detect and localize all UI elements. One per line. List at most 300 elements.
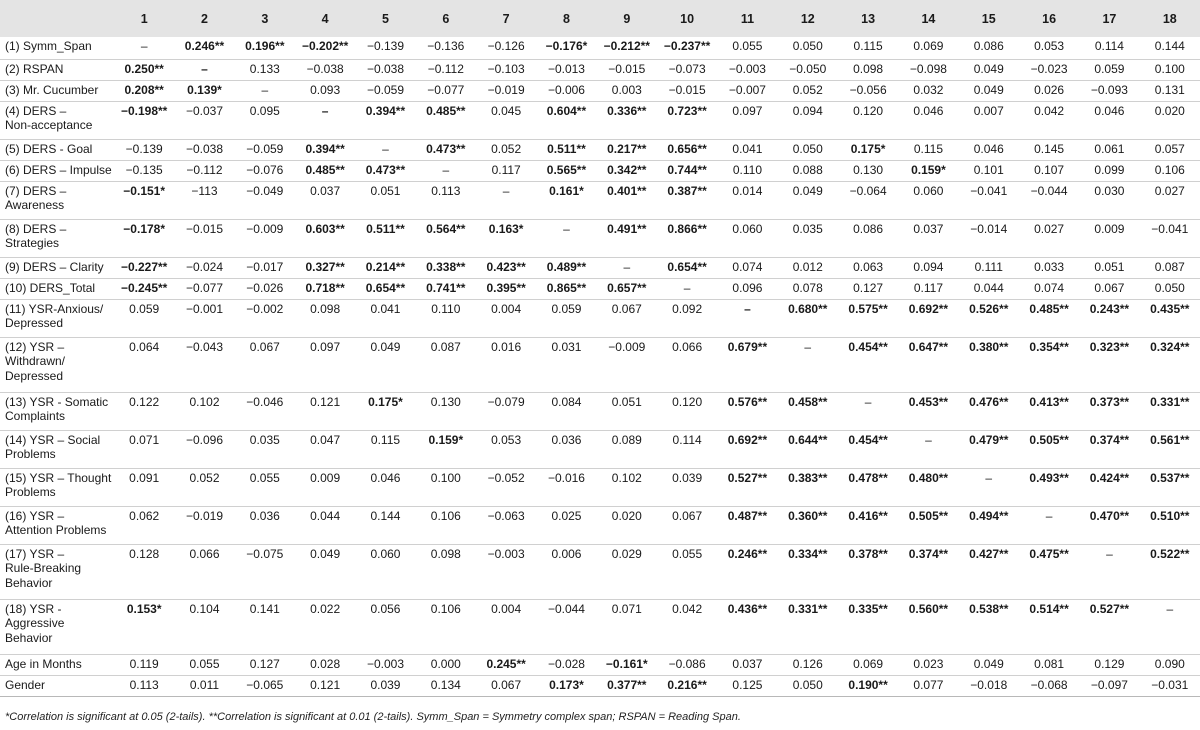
correlation-cell [597,59,657,80]
correlation-cell [114,468,174,506]
correlation-value: −0.096 [185,432,224,447]
correlation-cell [1140,80,1200,101]
correlation-cell [1079,59,1139,80]
correlation-value: 0.424** [1089,470,1130,485]
correlation-cell [235,506,295,544]
correlation-cell [476,139,536,160]
row-label-line: Withdrawn/ [5,354,66,368]
correlation-cell [476,59,536,80]
correlation-value: – [864,394,872,409]
correlation-cell [838,506,898,544]
correlation-value: −0.077 [427,82,465,97]
correlation-cell [416,392,476,430]
correlation-cell [778,468,838,506]
correlation-cell [959,219,1019,257]
correlation-value: −0.024 [185,259,224,274]
correlation-cell [536,468,596,506]
row-label [0,37,114,59]
correlation-value: 0.059 [1094,61,1125,76]
correlation-cell [476,181,536,219]
correlation-value: 0.114 [672,432,702,447]
correlation-cell [355,337,415,392]
correlation-cell [898,181,958,219]
correlation-value: 0.216** [667,677,707,692]
correlation-value: 0.458** [788,394,828,409]
correlation-value: 0.487** [727,508,768,523]
correlation-cell [898,392,958,430]
correlation-cell [959,654,1019,675]
correlation-value: 0.049 [973,61,1004,76]
correlation-value: 0.095 [249,103,280,118]
correlation-value: −0.245** [120,280,168,295]
correlation-value: −0.002 [246,301,284,316]
correlation-cell [235,139,295,160]
correlation-value: −0.016 [547,470,585,485]
correlation-value: 0.084 [551,394,582,409]
correlation-value: 0.030 [1094,183,1125,198]
correlation-value: 0.505** [908,508,949,523]
column-header: 6 [416,0,476,37]
correlation-value: 0.491** [607,221,647,236]
correlation-cell [1079,278,1139,299]
correlation-cell [295,37,355,59]
correlation-cell [597,468,657,506]
correlation-cell [174,219,234,257]
correlation-value: 0.374** [908,546,949,561]
correlation-value: – [563,221,570,236]
correlation-cell [355,257,415,278]
correlation-value: 0.032 [913,82,944,97]
correlation-cell [717,37,777,59]
correlation-cell [355,468,415,506]
correlation-value: −0.198** [120,103,168,118]
correlation-cell [355,139,415,160]
correlation-cell [1079,337,1139,392]
correlation-value: – [321,103,329,118]
correlation-cell [717,675,777,696]
correlation-value: 0.214** [365,259,406,274]
correlation-value: −0.161* [605,656,648,671]
correlation-cell [235,392,295,430]
table-row [0,59,1200,80]
correlation-cell [355,544,415,599]
correlation-value: −0.176* [545,39,588,53]
correlation-value: 0.115 [913,141,943,156]
correlation-value: – [1166,601,1174,616]
correlation-value: – [985,470,993,485]
correlation-value: 0.037 [310,183,341,198]
correlation-value: 0.378** [848,546,888,561]
correlation-value: 0.131 [1154,82,1185,97]
correlation-value: 0.074 [1034,280,1065,295]
correlation-value: 0.134 [430,677,461,692]
correlation-cell [959,299,1019,337]
correlation-value: −0.038 [185,141,224,156]
correlation-cell [235,299,295,337]
correlation-cell [416,599,476,654]
table-row [0,468,1200,506]
row-label-line: (17) YSR – [5,546,65,561]
correlation-cell [416,181,476,219]
correlation-value: 0.049 [792,183,823,198]
correlation-cell [1079,80,1139,101]
correlation-value: −0.077 [185,280,224,295]
column-header: 5 [355,0,415,37]
correlation-cell [114,654,174,675]
correlation-value: 0.036 [551,432,582,447]
correlation-value: 0.037 [913,221,944,236]
correlation-cell [355,278,415,299]
correlation-value: −0.013 [547,61,585,76]
correlation-cell [838,139,898,160]
column-header: 2 [174,0,234,37]
correlation-cell [657,392,717,430]
row-label-line: (9) DERS – Clarity [5,259,104,274]
correlation-value: −0.059 [366,82,404,97]
correlation-cell [174,599,234,654]
correlation-cell [717,59,777,80]
correlation-value: −0.014 [970,221,1008,236]
correlation-cell [597,257,657,278]
correlation-cell [114,599,174,654]
row-label [0,299,114,337]
row-label [0,654,114,675]
correlation-value: 0.051 [611,394,642,409]
correlation-cell [778,430,838,468]
correlation-value: 0.063 [853,259,884,274]
correlation-cell [416,337,476,392]
table-row [0,139,1200,160]
correlation-cell [235,257,295,278]
correlation-cell [1019,278,1079,299]
correlation-value: – [261,82,269,97]
correlation-value: 0.416** [848,508,888,523]
correlation-cell [476,506,536,544]
correlation-value: 0.121 [310,394,341,409]
correlation-cell [355,299,415,337]
correlation-cell [959,160,1019,181]
correlation-value: 0.092 [672,301,703,316]
table-row [0,80,1200,101]
correlation-value: 0.107 [1034,162,1065,177]
correlation-value: −0.136 [427,39,465,53]
correlation-cell [778,37,838,59]
correlation-value: 0.331** [788,601,828,616]
correlation-cell [597,160,657,181]
correlation-cell [235,544,295,599]
correlation-cell [838,675,898,696]
correlation-cell [476,257,536,278]
correlation-cell [355,160,415,181]
correlation-cell [295,160,355,181]
column-header: 8 [536,0,596,37]
row-label-line: (2) RSPAN [5,61,64,76]
row-label-line: Aggressive [5,616,65,630]
correlation-cell [416,219,476,257]
correlation-cell [597,37,657,59]
correlation-value: 0.478** [848,470,888,485]
correlation-value: 0.130 [853,162,884,177]
correlation-cell [717,160,777,181]
correlation-cell [1079,160,1139,181]
correlation-value: 0.055 [189,656,220,671]
correlation-value: 0.128 [129,546,160,561]
correlation-value: 0.041 [370,301,401,316]
correlation-value: 0.354** [1029,339,1069,354]
correlation-cell [536,337,596,392]
correlation-value: 0.023 [913,656,944,671]
correlation-cell [838,468,898,506]
table-row [0,278,1200,299]
correlation-value: 0.089 [611,432,642,447]
header-row [0,0,1200,37]
correlation-cell [235,430,295,468]
table-row [0,299,1200,337]
correlation-cell [536,160,596,181]
correlation-cell [536,392,596,430]
correlation-cell [536,278,596,299]
correlation-value: 0.110 [732,162,763,177]
correlation-cell [657,654,717,675]
row-label-line: (6) DERS – Impulse [5,162,112,177]
correlation-cell [1079,544,1139,599]
row-label-line: (4) DERS – [5,103,67,118]
correlation-value: −0.017 [246,259,284,274]
correlation-value: −0.068 [1030,677,1068,692]
correlation-value: 0.009 [310,470,341,485]
correlation-cell [1140,599,1200,654]
correlation-value: – [623,259,631,274]
correlation-cell [1019,37,1079,59]
row-label-line: Attention Problems [5,523,107,537]
correlation-value: 0.485** [305,162,345,177]
correlation-cell [1079,219,1139,257]
correlation-cell [898,337,958,392]
correlation-cell [114,139,174,160]
correlation-cell [838,392,898,430]
correlation-value: – [382,141,389,156]
correlation-value: 0.511** [366,221,405,236]
correlation-value: 0.575** [848,301,888,316]
correlation-cell [717,599,777,654]
correlation-cell [355,675,415,696]
correlation-value: 0.049 [310,546,341,561]
correlation-value: 0.338** [426,259,466,274]
correlation-value: 0.098 [430,546,461,561]
correlation-value: 0.679** [727,339,768,354]
correlation-value: 0.053 [1034,39,1065,53]
row-label-line: (11) YSR-Anxious/ [5,301,104,316]
correlation-value: −0.065 [246,677,284,692]
correlation-cell [1019,337,1079,392]
correlation-cell [717,219,777,257]
correlation-cell [778,160,838,181]
correlation-value: 0.045 [491,103,522,118]
correlation-value: 0.527** [727,470,768,485]
correlation-cell [657,430,717,468]
row-label [0,181,114,219]
correlation-cell [657,599,717,654]
correlation-value: 0.117 [491,162,521,177]
row-label-line: (16) YSR – [5,508,65,523]
correlation-cell [174,59,234,80]
correlation-cell [416,101,476,139]
correlation-value: −0.009 [246,221,284,236]
correlation-value: 0.037 [732,656,763,671]
correlation-value: 0.071 [129,432,160,447]
correlation-cell [476,160,536,181]
correlation-value: −0.097 [1090,677,1128,692]
correlation-cell [536,675,596,696]
correlation-cell [476,468,536,506]
correlation-value: −0.019 [487,82,525,97]
correlation-cell [476,278,536,299]
row-label [0,468,114,506]
correlation-cell [1019,59,1079,80]
correlation-value: 0.039 [672,470,703,485]
correlation-value: 0.067 [672,508,703,523]
correlation-cell [114,37,174,59]
correlation-cell [295,80,355,101]
correlation-value: −0.063 [487,508,525,523]
correlation-cell [898,299,958,337]
correlation-cell [778,219,838,257]
column-header: 17 [1079,0,1139,37]
correlation-value: 0.395** [486,280,526,295]
correlation-cell [597,654,657,675]
correlation-value: 0.243** [1089,301,1130,316]
correlation-cell [959,80,1019,101]
correlation-cell [1079,430,1139,468]
correlation-cell [295,59,355,80]
correlation-value: 0.647** [908,339,949,354]
correlation-value: −0.044 [547,601,585,616]
correlation-cell [959,139,1019,160]
correlation-cell [1079,181,1139,219]
correlation-cell [295,257,355,278]
correlation-value: 0.485** [426,103,466,118]
row-label-line: Behavior [5,575,53,590]
row-label-line: (8) DERS – [5,221,67,236]
correlation-value: 0.373** [1089,394,1130,409]
correlation-value: 0.044 [973,280,1004,295]
correlation-value: −0.050 [789,61,827,76]
correlation-cell [416,506,476,544]
correlation-cell [838,257,898,278]
correlation-value: 0.208** [124,82,164,97]
correlation-cell [416,80,476,101]
correlation-value: −0.056 [849,82,887,97]
correlation-cell [114,675,174,696]
correlation-value: – [442,162,450,177]
correlation-value: – [140,39,148,53]
correlation-cell [717,468,777,506]
table-row [0,506,1200,544]
correlation-value: 0.744** [667,162,707,177]
correlation-value: −0.037 [185,103,224,118]
correlation-cell [235,278,295,299]
correlation-value: 0.098 [853,61,884,76]
correlation-value: 0.122 [129,394,160,409]
correlation-cell [174,37,234,59]
correlation-cell [416,59,476,80]
correlation-cell [597,278,657,299]
correlation-cell [174,181,234,219]
correlation-cell [959,37,1019,59]
correlation-cell [898,139,958,160]
correlation-cell [778,654,838,675]
correlation-cell [235,101,295,139]
correlation-cell [959,257,1019,278]
correlation-cell [898,160,958,181]
column-header: 18 [1140,0,1200,37]
correlation-cell [235,160,295,181]
correlation-value: 0.493** [1029,470,1069,485]
correlation-value: −0.052 [487,470,525,485]
correlation-value: 0.175* [368,394,403,409]
table-row [0,219,1200,257]
row-label [0,430,114,468]
correlation-cell [959,468,1019,506]
correlation-value: 0.046 [913,103,944,118]
correlation-cell [838,59,898,80]
correlation-value: 0.741** [426,280,466,295]
correlation-value: 0.074 [732,259,763,274]
row-label-line: Complaints [5,409,66,423]
correlation-value: 0.020 [611,508,642,523]
correlation-value: 0.026 [1034,82,1065,97]
correlation-cell [174,468,234,506]
correlation-cell [355,219,415,257]
correlation-cell [657,139,717,160]
correlation-cell [778,599,838,654]
correlation-cell [657,37,717,59]
correlation-value: 0.159* [428,432,464,447]
correlation-value: −0.003 [728,61,766,76]
correlation-cell [476,675,536,696]
correlation-cell [778,675,838,696]
row-label-line: Problems [5,447,56,461]
correlation-cell [1140,392,1200,430]
column-header: 10 [657,0,717,37]
correlation-value: −0.028 [547,656,585,671]
correlation-value: 0.028 [310,656,341,671]
correlation-cell [295,675,355,696]
correlation-cell [838,160,898,181]
correlation-cell [355,654,415,675]
correlation-cell [1019,675,1079,696]
correlation-cell [1079,506,1139,544]
correlation-value: 0.126 [792,656,823,671]
correlation-value: 0.049 [370,339,401,354]
correlation-value: 0.144 [370,508,401,523]
correlation-cell [416,139,476,160]
correlation-value: – [1106,546,1113,561]
correlation-value: 0.190** [848,677,888,692]
correlation-cell [416,544,476,599]
correlation-value: 0.537** [1150,470,1190,485]
correlation-cell [536,257,596,278]
correlation-cell [295,430,355,468]
correlation-cell [657,80,717,101]
correlation-value: 0.014 [732,183,763,198]
table-header [0,0,1200,37]
correlation-cell [1079,257,1139,278]
correlation-cell [114,337,174,392]
correlation-cell [778,59,838,80]
correlation-cell [295,219,355,257]
correlation-cell [838,101,898,139]
